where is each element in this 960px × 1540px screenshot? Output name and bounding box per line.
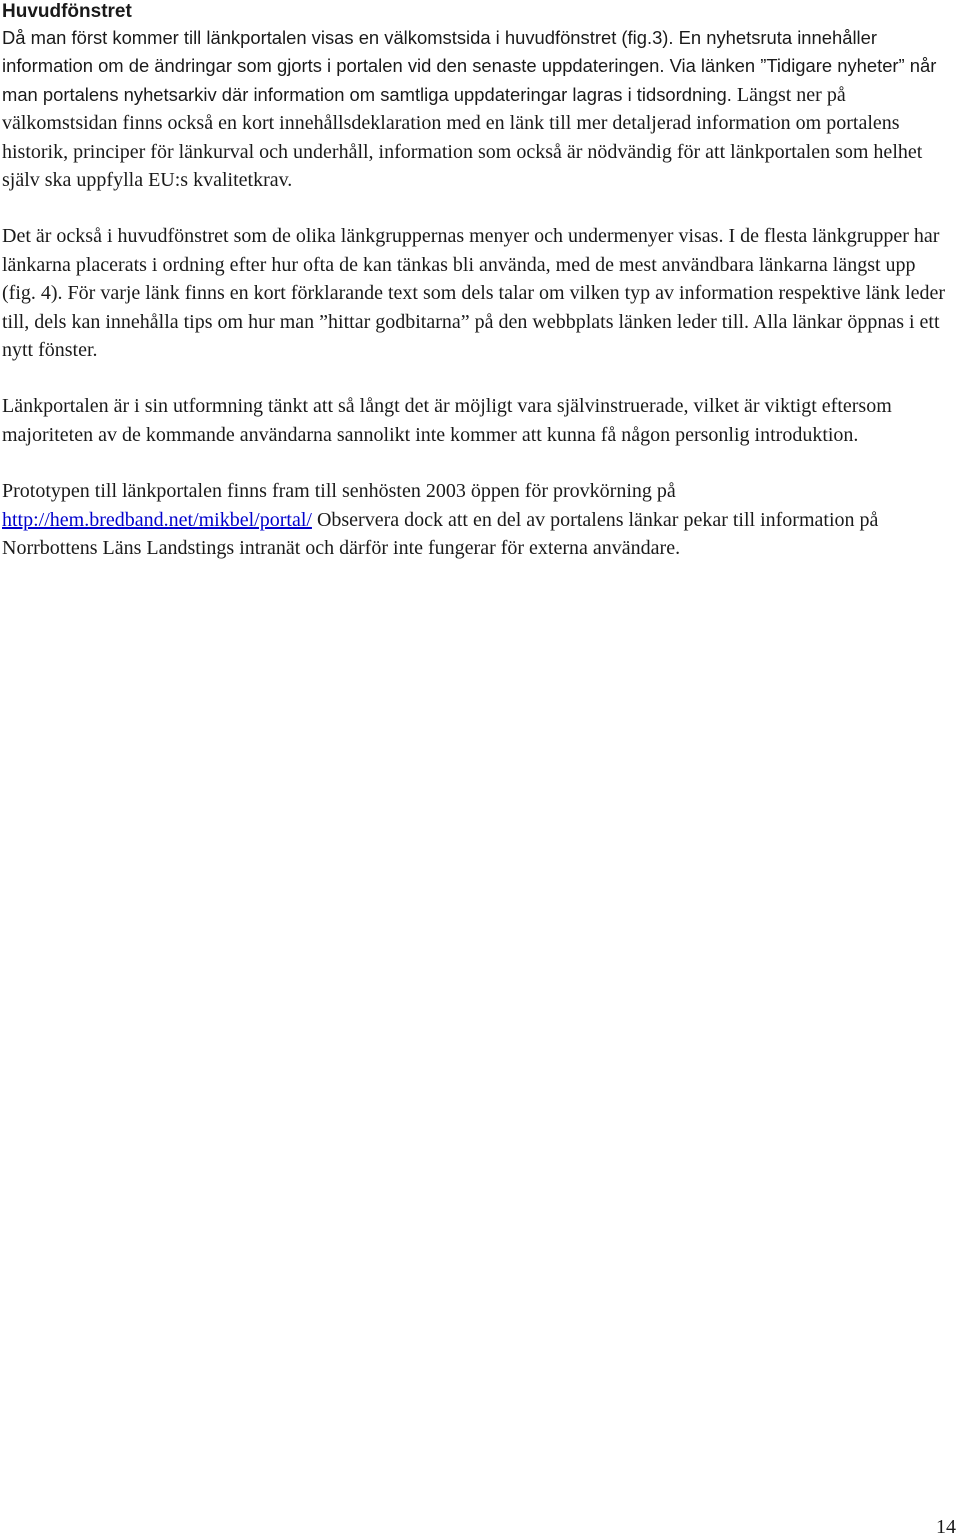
section-heading: Huvudfönstret	[2, 1, 132, 22]
paragraph-4-note-text: Observera dock att en del av portalens länkar pekar till information på Norrbottens Läns Landstings intranät och därför inte fungerar för externa användare.	[2, 508, 879, 560]
paragraph-1-serif-text: Längst ner på välkomstsidan finns också en kort innehållsdeklaration med en länk till mer detaljerad information om portalens historik, principer för länkurval och underhåll, information som också är nödvändig för att länkportalen som helhet själv ska uppfylla EU:s kvalitetkrav.	[2, 83, 923, 192]
paragraph-2: Det är också i huvudfönstret som de olika länkgruppernas menyer och undermenyer visas. I de flesta länkgrupper har länkarna placerats i ordning efter hur ofta de kan tänkas bli använda, med de mest användbara länkarna längst upp (fig. 4). För varje länk finns en kort förklarande text som dels talar om vilken typ av information respektive länk leder till, dels kan innehålla tips om hur man ”hittar godbitarna” på den webbplats länken leder till. Alla länkar öppnas i ett nytt fönster.	[2, 225, 946, 362]
page-number: 14	[936, 1516, 956, 1538]
document-page	[2, 0, 954, 563]
paragraph-4-intro-text: Prototypen till länkportalen finns fram till senhösten 2003 öppen för provkörning på	[2, 480, 676, 503]
paragraph-1	[2, 24, 954, 194]
paragraph-3: Länkportalen är i sin utformning tänkt att så långt det är möjligt vara självinstruerade, vilket är viktigt eftersom majoriteten av de kommande användarna sannolikt inte kommer att kunna få någon personlig introduktion.	[2, 395, 892, 446]
portal-url-link[interactable]: http://hem.bredband.net/mikbel/portal/	[2, 508, 312, 531]
paragraph-4	[2, 477, 954, 562]
paragraph-1-sans-text: Då man först kommer till länkportalen visas en välkomstsida i huvudfönstret (fig.3). En nyhetsruta innehåller information om de ändringar som gjorts i portalen vid den senaste uppdateringen. Via länken ”Tidigare nyheter” når man portalens nyhetsarkiv där information om samtliga uppdateringar lagras i tidsordning.	[2, 27, 937, 105]
